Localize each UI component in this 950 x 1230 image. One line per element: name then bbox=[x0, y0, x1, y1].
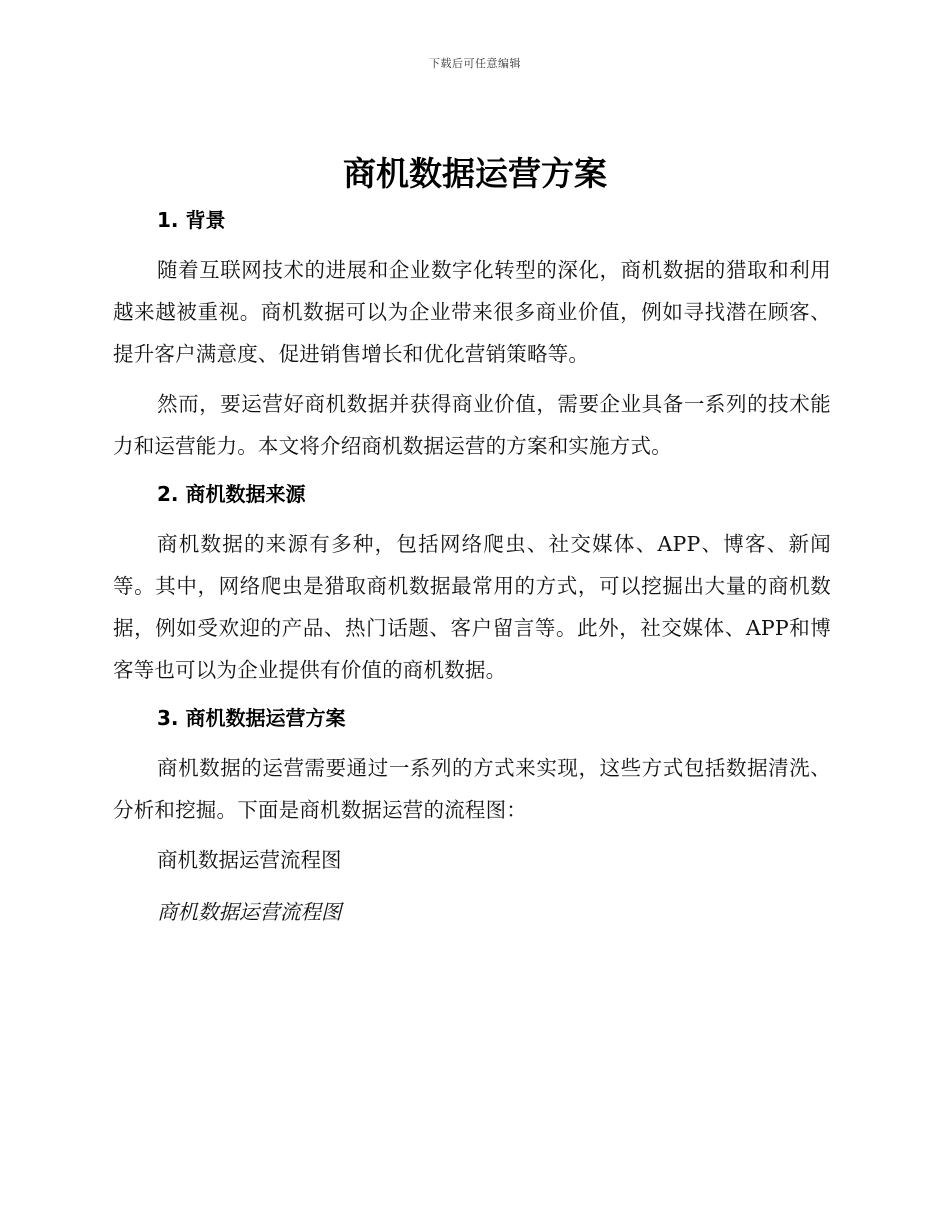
paragraph-background-2: 然而，要运营好商机数据并获得商业价值，需要企业具备一系列的技术能力和运营能力。本文将介绍商机数据运营的方案和实施方式。 bbox=[113, 392, 831, 458]
section-heading-background: 1. 背景 bbox=[157, 208, 226, 232]
figure-caption: 商机数据运营流程图 bbox=[157, 848, 342, 872]
paragraph-operation-plan-1: 商机数据的运营需要通过一系列的方式来实现，这些方式包括数据清洗、分析和挖掘。下面是商机数据运营的流程图： bbox=[113, 756, 831, 822]
document-body bbox=[113, 205, 831, 933]
paragraph-data-sources-1: 商机数据的来源有多种，包括网络爬虫、社交媒体、APP、博客、新闻等。其中，网络爬虫是猎取商机数据最常用的方式，可以挖掘出大量的商机数据，例如受欢迎的产品、热门话题、客户留言等。此外，社交媒体、APP和博客等也可以为企业提供有价值的商机数据。 bbox=[113, 532, 831, 682]
paragraph-background-1: 随着互联网技术的进展和企业数字化转型的深化，商机数据的猎取和利用越来越被重视。商机数据可以为企业带来很多商业价值，例如寻找潜在顾客、提升客户满意度、促进销售增长和优化营销策略等。 bbox=[113, 258, 831, 366]
section-heading-operation-plan: 3. 商机数据运营方案 bbox=[157, 706, 346, 730]
section-heading-data-sources: 2. 商机数据来源 bbox=[157, 482, 306, 506]
page-title: 商机数据运营方案 bbox=[343, 154, 607, 193]
header-note: 下载后可任意编辑 bbox=[429, 57, 521, 70]
figure-alt-text: 商机数据运营流程图 bbox=[157, 900, 342, 924]
